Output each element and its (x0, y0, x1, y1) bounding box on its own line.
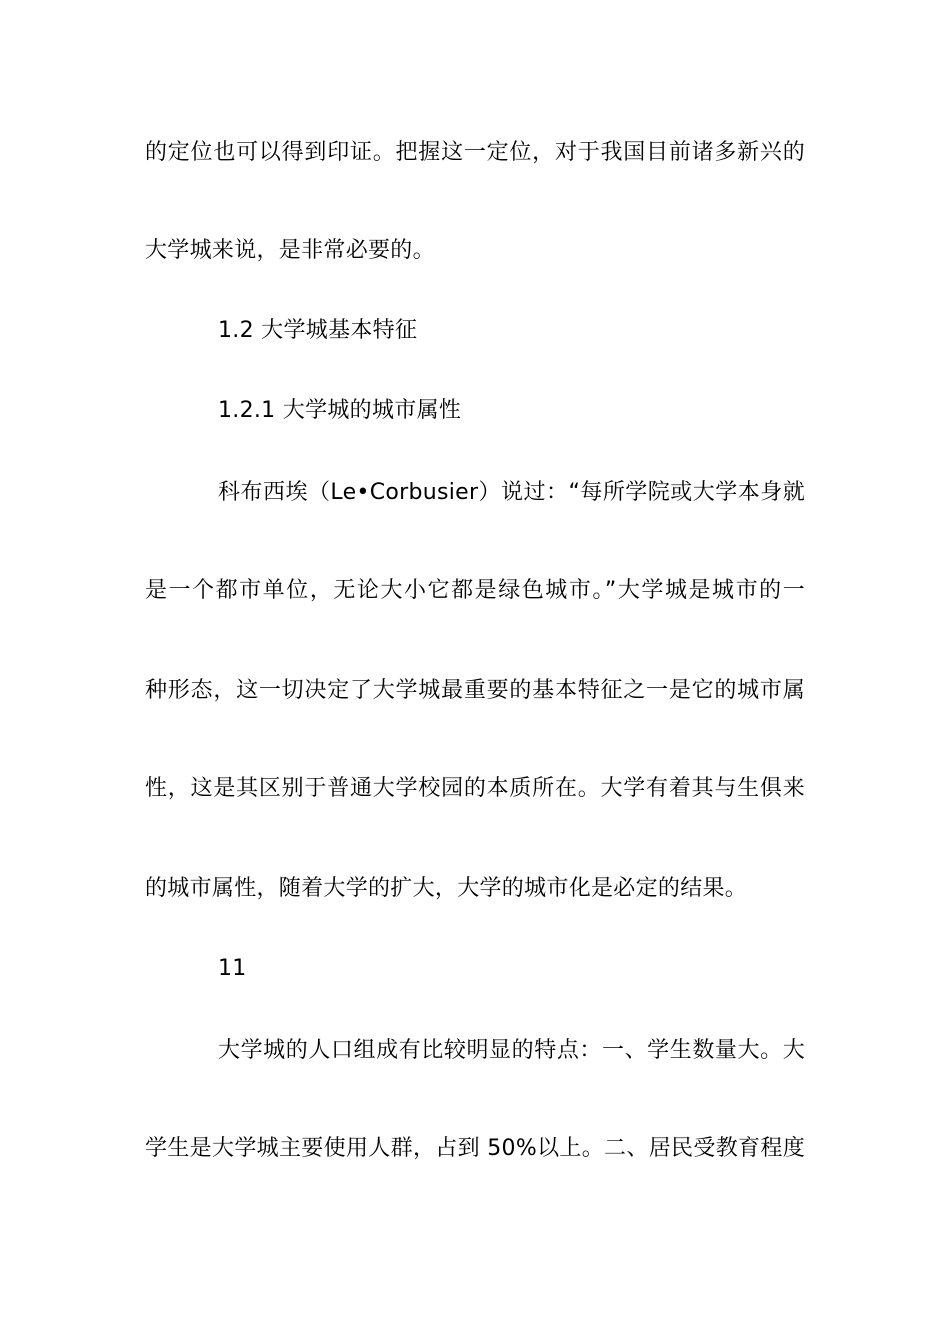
paragraph-1-line-2: 大学城来说，是非常必要的。 (145, 238, 435, 263)
paragraph-2-line-4: 性，这是其区别于普通大学校园的本质所在。大学有着其与生俱来 (145, 776, 805, 801)
paragraph-1-line-1: 的定位也可以得到印证。把握这一定位，对于我国目前诸多新兴的 (145, 140, 805, 165)
paragraph-2-line-2: 是一个都市单位，无论大小它都是绿色城市。”大学城是城市的一 (145, 578, 805, 603)
paragraph-3-line-2: 学生是大学城主要使用人群，占到 50%以上。二、居民受教育程度 (145, 1136, 805, 1161)
paragraph-2-line-1: 科布西埃（Le•Corbusier）说过：“每所学院或大学本身就 (218, 480, 805, 505)
section-heading-1-2-1: 1.2.1 大学城的城市属性 (218, 398, 462, 423)
paragraph-2-line-5: 的城市属性，随着大学的扩大，大学的城市化是必定的结果。 (145, 876, 748, 901)
paragraph-2-line-3: 种形态，这一切决定了大学城最重要的基本特征之一是它的城市属 (145, 678, 805, 703)
paragraph-3-line-1: 大学城的人口组成有比较明显的特点：一、学生数量大。大 (218, 1038, 805, 1063)
page-marker: 11 (218, 956, 247, 981)
section-heading-1-2: 1.2 大学城基本特征 (218, 318, 418, 343)
